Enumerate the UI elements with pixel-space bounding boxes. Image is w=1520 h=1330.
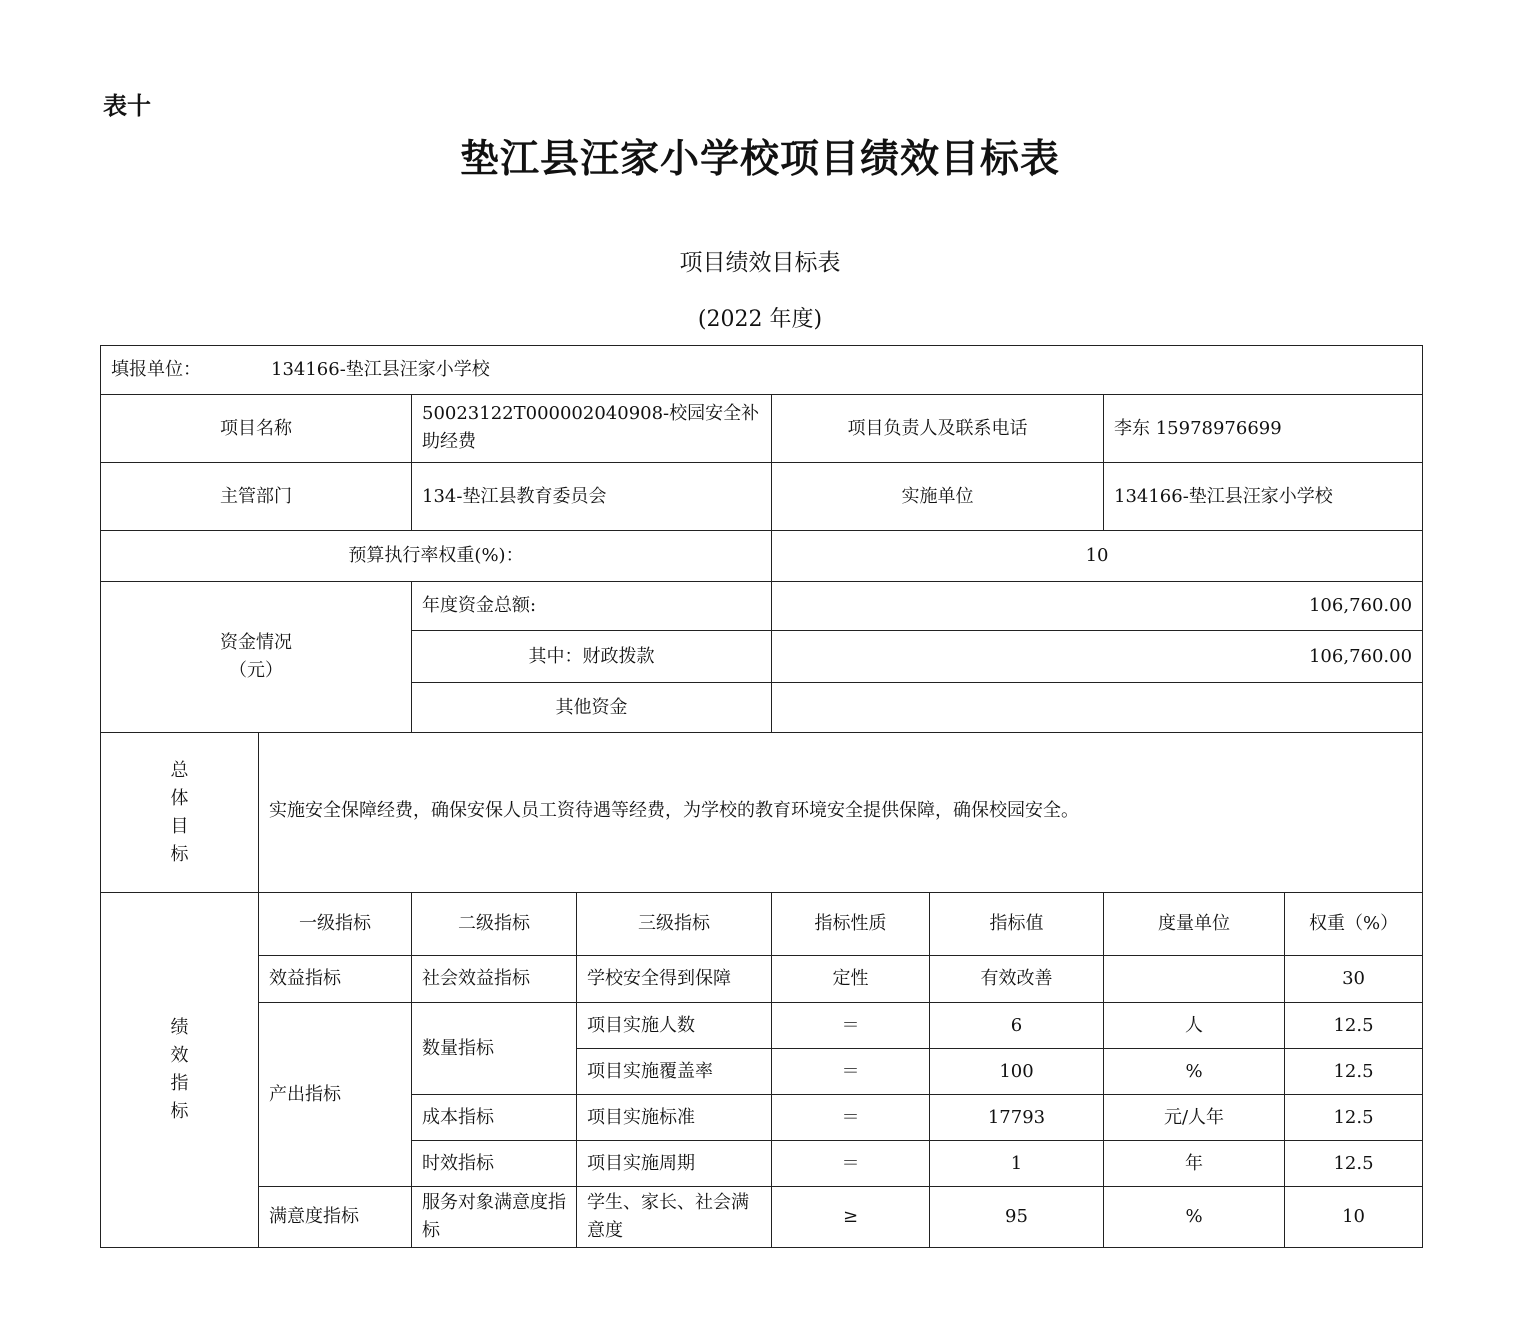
table-subtitle: 项目绩效目标表	[679, 250, 841, 276]
row-value: 100	[930, 1049, 1104, 1095]
benefit-level2: 社会效益指标	[412, 956, 577, 1003]
satisfaction-unit: %	[1104, 1187, 1285, 1248]
fiscal-year: (2022 年度)	[697, 307, 823, 332]
funds-total-label: 年度资金总额:	[412, 582, 772, 631]
row-level3: 项目实施覆盖率	[577, 1049, 772, 1095]
funds-label-line2: （元）	[229, 660, 283, 681]
satisfaction-level2: 服务对象满意度指标	[412, 1187, 577, 1248]
benefit-unit	[1104, 956, 1285, 1003]
department-value: 134-垫江县教育委员会	[412, 463, 772, 531]
budget-weight-row	[101, 531, 1423, 582]
indicator-label-char: 绩	[170, 1017, 189, 1038]
overall-goal-text: 实施安全保障经费，确保安保人员工资待遇等经费，为学校的教育环境安全提供保障，确保校园安全。	[259, 733, 1423, 893]
project-contact-value: 李东 15978976699	[1104, 395, 1423, 463]
benefit-indicator-row	[101, 956, 1423, 1003]
time-level2: 时效指标	[412, 1141, 577, 1187]
header-level2: 二级指标	[412, 893, 577, 956]
goal-label-char: 目	[170, 815, 189, 837]
overall-goal-row	[101, 733, 1423, 893]
budget-weight-value: 10	[772, 531, 1423, 582]
performance-target-table	[100, 345, 1423, 1248]
time-value: 1	[930, 1141, 1104, 1187]
header-weight: 权重（%）	[1285, 893, 1423, 956]
goal-label-char: 标	[170, 843, 189, 865]
indicator-label-char: 指	[170, 1073, 189, 1094]
project-name-label: 项目名称	[101, 395, 412, 463]
indicator-header-row	[101, 893, 1423, 956]
implementing-unit-label: 实施单位	[772, 463, 1104, 531]
output-indicator-row	[101, 1003, 1423, 1049]
row-unit: 人	[1104, 1003, 1285, 1049]
department-label: 主管部门	[101, 463, 412, 531]
time-weight: 12.5	[1285, 1141, 1423, 1187]
row-nature: ＝	[772, 1049, 930, 1095]
filing-unit-cell	[101, 346, 1423, 395]
benefit-level3: 学校安全得到保障	[577, 956, 772, 1003]
department-row	[101, 463, 1423, 531]
row-weight: 12.5	[1285, 1003, 1423, 1049]
benefit-nature: 定性	[772, 956, 930, 1003]
row-nature: ＝	[772, 1003, 930, 1049]
cost-weight: 12.5	[1285, 1095, 1423, 1141]
filing-unit-value: 134166-垫江县汪家小学校	[271, 359, 490, 380]
indicator-label-char: 效	[170, 1045, 189, 1066]
benefit-level1: 效益指标	[259, 956, 412, 1003]
project-name-row	[101, 395, 1423, 463]
satisfaction-weight: 10	[1285, 1187, 1423, 1248]
funds-label-line1: 资金情况	[220, 632, 292, 653]
filing-unit-row	[101, 346, 1423, 395]
project-contact-label: 项目负责人及联系电话	[772, 395, 1104, 463]
document-title: 垫江县汪家小学校项目绩效目标表	[459, 136, 1060, 182]
header-value: 指标值	[930, 893, 1104, 956]
project-name-value: 50023122T000002040908-校园安全补助经费	[412, 395, 772, 463]
row-level3: 项目实施人数	[577, 1003, 772, 1049]
quantity-level2: 数量指标	[412, 1003, 577, 1095]
header-level3: 三级指标	[577, 893, 772, 956]
row-weight: 12.5	[1285, 1049, 1423, 1095]
filing-unit-label: 填报单位：	[111, 359, 201, 380]
cost-level3: 项目实施标准	[577, 1095, 772, 1141]
cost-value: 17793	[930, 1095, 1104, 1141]
satisfaction-level1: 满意度指标	[259, 1187, 412, 1248]
funds-total-value: 106,760.00	[772, 582, 1423, 631]
row-value: 6	[930, 1003, 1104, 1049]
cost-nature: ＝	[772, 1095, 930, 1141]
benefit-weight: 30	[1285, 956, 1423, 1003]
funds-total-row	[101, 582, 1423, 631]
goal-label-char: 总	[170, 759, 189, 781]
goal-label-char: 体	[170, 787, 189, 809]
satisfaction-nature: ≥	[772, 1187, 930, 1248]
funds-other-value	[772, 683, 1423, 733]
satisfaction-indicator-row	[101, 1187, 1423, 1248]
cost-unit: 元/人年	[1104, 1095, 1285, 1141]
funds-other-label: 其他资金	[412, 683, 772, 733]
time-level3: 项目实施周期	[577, 1141, 772, 1187]
funds-label	[101, 582, 412, 733]
header-level1: 一级指标	[259, 893, 412, 956]
time-unit: 年	[1104, 1141, 1285, 1187]
header-unit: 度量单位	[1104, 893, 1285, 956]
funds-fiscal-label: 其中：财政拨款	[412, 631, 772, 683]
satisfaction-level3: 学生、家长、社会满意度	[577, 1187, 772, 1248]
row-unit: %	[1104, 1049, 1285, 1095]
table-label: 表十	[103, 92, 151, 120]
funds-fiscal-value: 106,760.00	[772, 631, 1423, 683]
time-nature: ＝	[772, 1141, 930, 1187]
header-nature: 指标性质	[772, 893, 930, 956]
overall-goal-label	[101, 733, 259, 893]
implementing-unit-value: 134166-垫江县汪家小学校	[1104, 463, 1423, 531]
budget-weight-label: 预算执行率权重(%)：	[101, 531, 772, 582]
performance-indicator-label	[101, 893, 259, 1248]
benefit-value: 有效改善	[930, 956, 1104, 1003]
satisfaction-value: 95	[930, 1187, 1104, 1248]
indicator-label-char: 标	[170, 1101, 189, 1122]
cost-level2: 成本指标	[412, 1095, 577, 1141]
output-level1: 产出指标	[259, 1003, 412, 1187]
